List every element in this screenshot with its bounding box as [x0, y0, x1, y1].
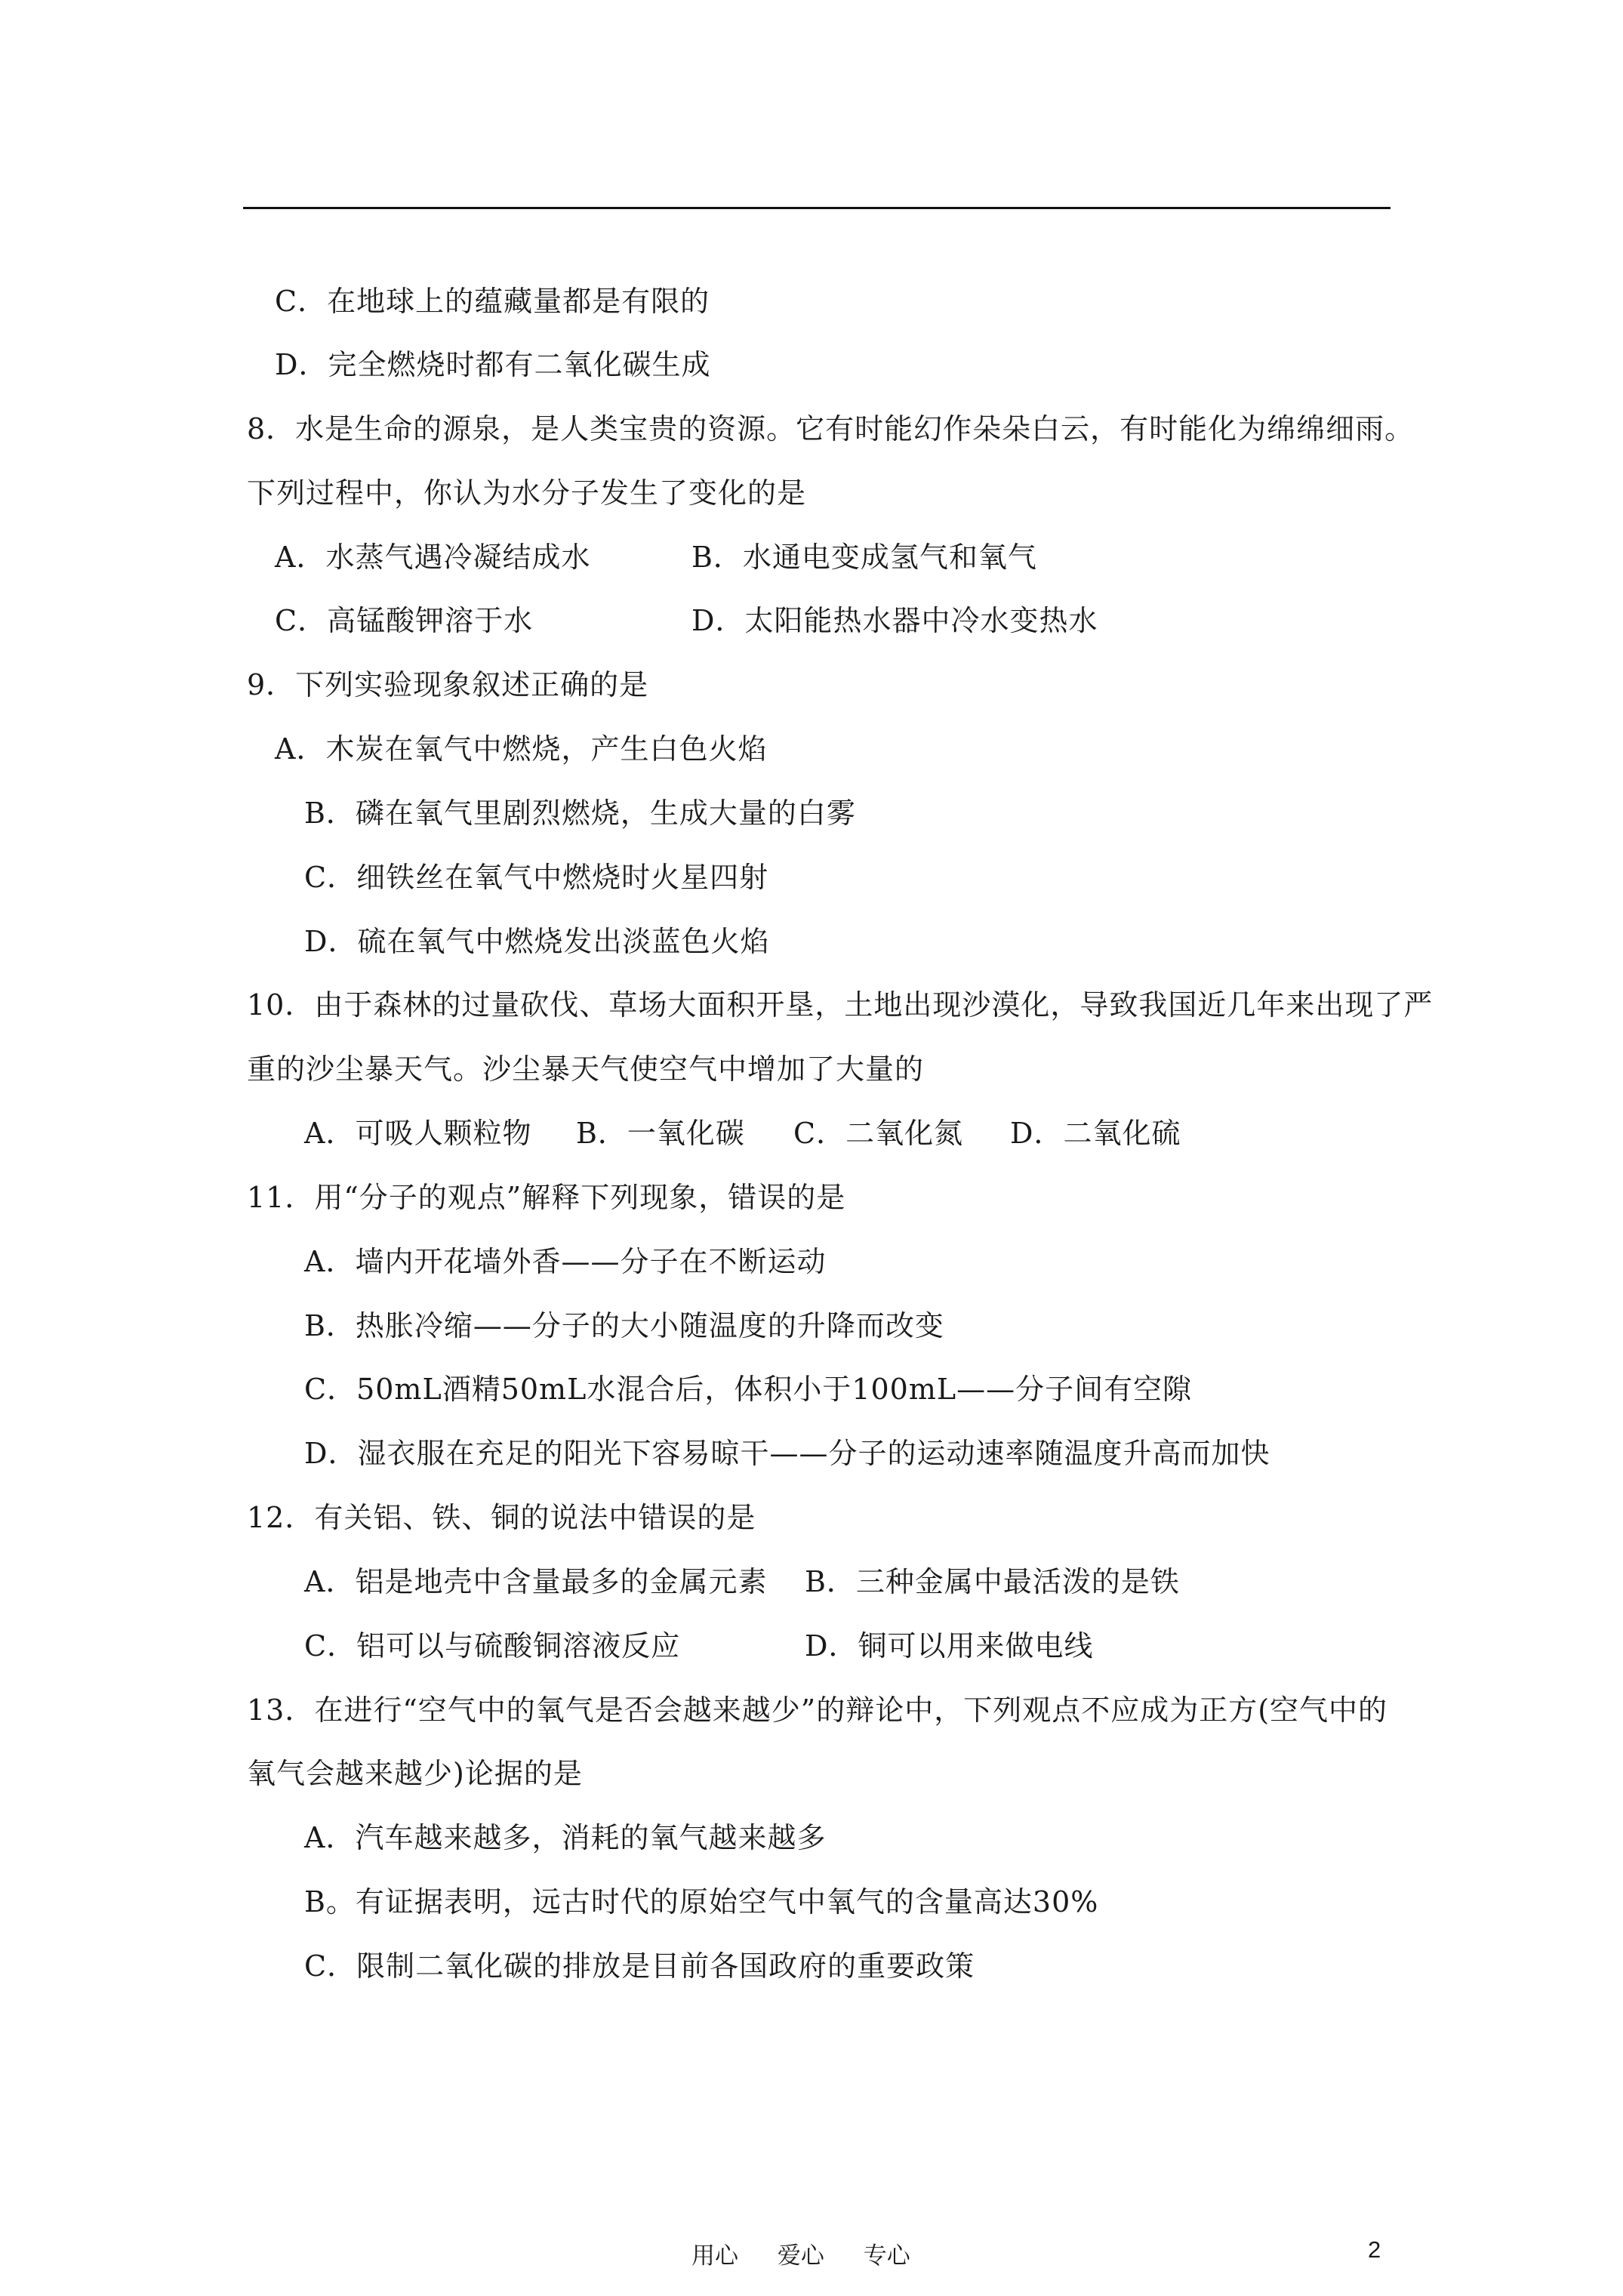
q11-stem: 11．用“分子的观点”解释下列现象，错误的是: [247, 1181, 846, 1214]
q8-option-b: B．水通电变成氢气和氧气: [691, 541, 1037, 574]
q8-option-d: D．太阳能热水器中冷水变热水: [691, 604, 1098, 637]
q9-option-a: A．木炭在氧气中燃烧，产生白色火焰: [275, 732, 768, 766]
q10-stem-line2: 重的沙尘暴天气。沙尘暴天气使空气中增加了大量的: [247, 1052, 925, 1086]
q7-option-d: D．完全燃烧时都有二氧化碳生成: [275, 348, 711, 381]
q9-option-d: D．硫在氧气中燃烧发出淡蓝色火焰: [304, 925, 770, 958]
q12-option-b: B．三种金属中最活泼的是铁: [805, 1565, 1180, 1598]
q13-option-b: B。有证据表明，远古时代的原始空气中氧气的含量高达30%: [304, 1885, 1099, 1918]
q12-stem: 12．有关铝、铁、铜的说法中错误的是: [247, 1501, 756, 1534]
q8-option-a: A．水蒸气遇冷凝结成水: [275, 541, 591, 574]
footer-word: 用心: [691, 2242, 738, 2270]
q13-option-c: C．限制二氧化碳的排放是目前各国政府的重要政策: [304, 1949, 975, 1983]
q10-option-c: C．二氧化氮: [793, 1117, 964, 1150]
q13-option-a: A．汽车越来越多，消耗的氧气越来越多: [304, 1821, 827, 1854]
q8-stem-line1: 8．水是生命的源泉，是人类宝贵的资源。它有时能幻作朵朵白云，有时能化为绵绵细雨。: [247, 412, 1415, 445]
q9-option-b: B．磷在氧气里剧烈燃烧，生成大量的白雾: [304, 797, 856, 830]
page-footer-slogan: [691, 2236, 942, 2270]
header-rule: [243, 207, 1390, 209]
q11-option-a: A．墙内开花墙外香——分子在不断运动: [304, 1245, 827, 1278]
q9-stem: 9．下列实验现象叙述正确的是: [247, 668, 649, 701]
q7-option-c: C．在地球上的蕴藏量都是有限的: [275, 285, 710, 318]
q12-option-d: D．铜可以用来做电线: [805, 1629, 1094, 1663]
q11-option-c: C．50mL酒精50mL水混合后，体积小于100mL——分子间有空隙: [304, 1373, 1193, 1406]
page-number: 2: [1368, 2236, 1381, 2263]
q10-option-d: D．二氧化硫: [1010, 1117, 1181, 1150]
q12-option-a: A．铝是地壳中含量最多的金属元素: [304, 1565, 768, 1598]
q10-option-b: B．一氧化碳: [576, 1117, 745, 1150]
q8-option-c: C．高锰酸钾溶于水: [275, 604, 534, 637]
q11-option-b: B．热胀冷缩——分子的大小随温度的升降而改变: [304, 1309, 944, 1342]
q12-option-c: C．铝可以与硫酸铜溶液反应: [304, 1629, 681, 1663]
q9-option-c: C．细铁丝在氧气中燃烧时火星四射: [304, 861, 769, 894]
q10-option-a: A．可吸人颗粒物: [304, 1117, 532, 1150]
q10-stem-line1: 10．由于森林的过量砍伐、草场大面积开垦，土地出现沙漠化，导致我国近几年来出现了严: [247, 988, 1434, 1022]
q11-option-d: D．湿衣服在充足的阳光下容易晾干——分子的运动速率随温度升高而加快: [304, 1437, 1270, 1470]
q8-stem-line2: 下列过程中，你认为水分子发生了变化的是: [247, 476, 807, 510]
footer-word: 爱心: [777, 2242, 824, 2270]
q13-stem-line2: 氧气会越来越少)论据的是: [247, 1757, 583, 1790]
footer-word: 专心: [863, 2242, 910, 2270]
q13-stem-line1: 13．在进行“空气中的氧气是否会越来越少”的辩论中，下列观点不应成为正方(空气中的: [247, 1693, 1388, 1727]
